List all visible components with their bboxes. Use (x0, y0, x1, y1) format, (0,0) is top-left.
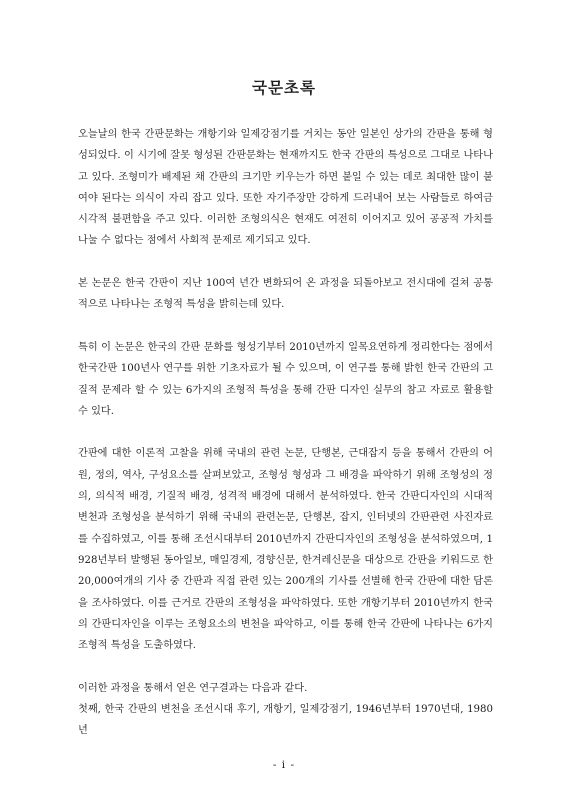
paragraph-4: 간판에 대한 이론적 고찰을 위해 국내의 관련 논문, 단행본, 근대잡지 등을 통해서 간판의 어원, 정의, 역사, 구성요소를 살펴보았고, 조형성 형성과 그 배경을 파악하기 위해 조형성의 정의, 의식적 배경, 기질적 배경, 성격적 배경에 대해서 분석하였다. 한국 간판디자인의 시대적 변천과 조형성을 분석하기 위해 국내의 관련논문, 단행본, 잡지, 인터넷의 간판관련 사진자료를 수집하였고, 이를 통해 조선시대부터 2010년까지 간판디자인의 조형성을 분석하였으며, 1928년부터 발행된 동아일보, 매일경제, 경향신문, 한겨레신문을 대상으로 간판을 키워드로 한 20,000여개의 기사 중 간판과 직접 관련 있는 200개의 기사를 선별해 한국 간판에 대한 담론을 조사하였다. 이를 근거로 간판의 조형성을 파악하였다. 또한 개항기부터 2010년까지 한국의 간판디자인을 이루는 조형요소의 변천을 파악하고, 이를 통해 한국 간판에 나타나는 6가지 조형적 특성을 도출하였다. (78, 448, 493, 652)
paragraph-6: 첫째, 한국 간판의 변천을 조선시대 후기, 개항기, 일제강점기, 1946년부터 1970년대, 1980년 (78, 704, 493, 737)
paragraph-5: 이러한 과정을 통해서 얻은 연구결과는 다음과 같다. (78, 682, 308, 694)
page-number: - i - (272, 759, 296, 771)
paragraph-1: 오늘날의 한국 간판문화는 개항기와 일제강점기를 거치는 동안 일본인 상가의 간판을 통해 형성되었다. 이 시기에 잘못 형성된 간판문화는 현재까지도 한국 간판의 특성으로 그대로 나타나고 있다. 조형미가 배제된 채 간판의 크기만 키우는가 하면 붙일 수 있는 데로 최대한 많이 붙여야 된다는 의식이 자리 잡고 있다. 또한 자기주장만 강하게 드러내어 보는 사람들로 하여금 시각적 불편함을 주고 있다. 이러한 조형의식은 현재도 여전히 이어지고 있어 공공적 가치를 나눌 수 없다는 점에서 사회적 문제로 제기되고 있다. (78, 129, 493, 247)
paragraph-3: 특히 이 논문은 한국의 간판 문화를 형성기부터 2010년까지 일목요연하게 정리한다는 점에서 한국간판 100년사 연구를 위한 기초자료가 될 수 있으며, 이 연구를 통해 밝힌 한국 간판의 고질적 문제라 할 수 있는 6가지의 조형적 특성을 통해 간판 디자인 실무의 참고 자료로 활용할 수 있다. (78, 341, 493, 417)
page-title: 국문초록 (252, 78, 316, 97)
abstract-body (78, 124, 493, 742)
paragraph-2: 본 논문은 한국 간판이 지난 100여 년간 변화되어 온 과정을 되돌아보고 전시대에 걸쳐 공통적으로 나타나는 조형적 특성을 밝히는데 있다. (78, 278, 493, 311)
